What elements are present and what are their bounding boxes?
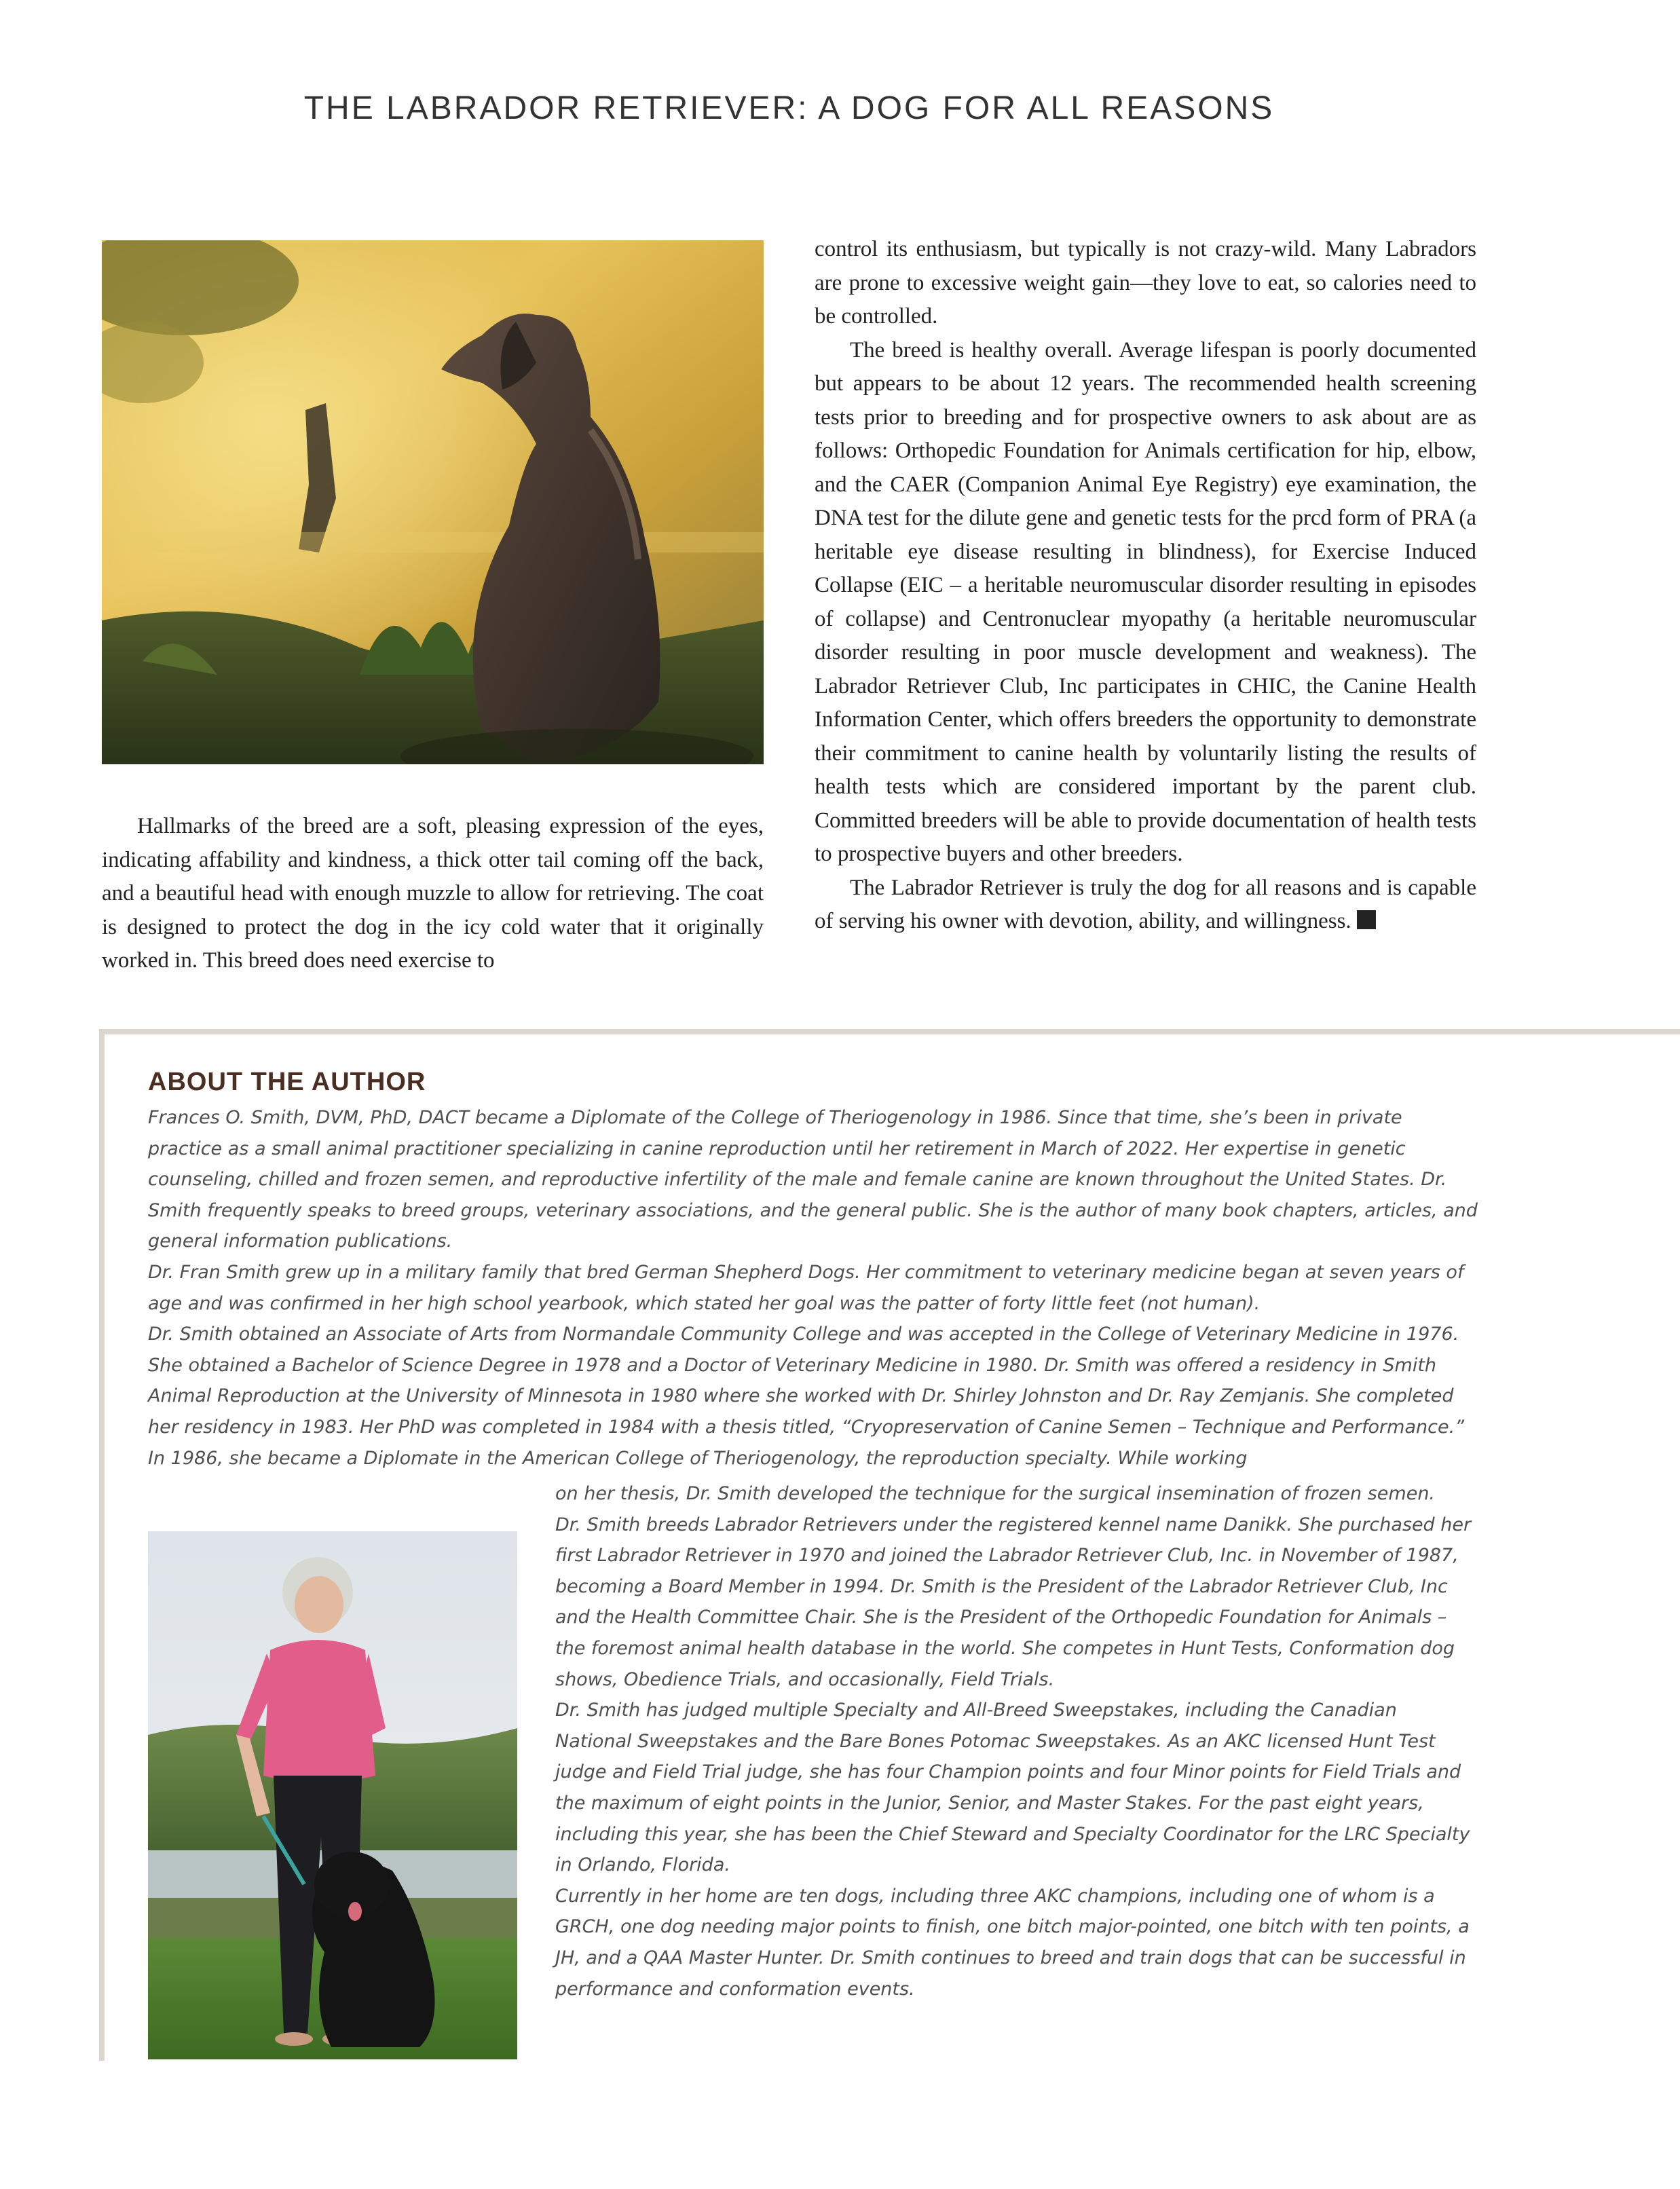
article-paragraph (815, 872, 1476, 939)
article-closing-text: The Labrador Retriever is truly the dog for all reasons and is capable of serving his owner with devotion, ability, and willingness. (815, 875, 1476, 933)
photo-labrador-by-water (102, 240, 764, 764)
article-paragraph: The breed is healthy overall. Average lifespan is poorly documented but appears to be about 12 years. The recommended health screening tests prior to breeding and for prospective owners to ask about are as follows: Orthopedic Foundation for Animals certification for hip, elbow, and the CAER (Companion Animal Eye Registry) eye examination, the DNA test for the dilute gene and genetic tests for the prcd form of PRA (a heritable eye disease resulting in blindness), for Exercise Induced Collapse (EIC – a heritable neuromuscular disorder resulting in episodes of collapse) and Centronuclear myopathy (a heritable neuromuscular disorder resulting in poor muscle development and weakness). The Labrador Retriever Club, Inc participates in CHIC, the Canine Health Information Center, which offers breeders the opportunity to demonstrate their commitment to canine health by voluntarily listing the results of health tests which are considered important by the parent club. Committed breeders will be able to provide documentation of health tests to prospective buyers and other breeders. (815, 337, 1476, 866)
author-paragraph: Dr. Smith obtained an Associate of Arts from Normandale Community College and was accepted in the College of Veterinary Medicine in 1976. She obtained a Bachelor of Science Degree in 1978 and a Doctor of Veterinary Medicine in 1980. Dr. Smith was offered a residency in Smith Animal Reproduction at the University of Minnesota in 1980 where she worked with Dr. Shirley Johnston and Dr. Ray Zemjanis. She completed her residency in 1983. Her PhD was completed in 1984 with a thesis titled, “Cryopreservation of Canine Semen – Technique and Performance.” In 1986, she became a Diplomate in the American College of Theriogenology, the reproduction specialty. While working (148, 1324, 1465, 1469)
author-paragraph: Currently in her home are ten dogs, including three AKC champions, including one of whom is a GRCH, one dog needing major points to finish, one bitch major-pointed, one bitch with ten points, a JH, and a QAA Master Hunter. Dr. Smith continues to breed and train dogs that can be successful in performance and conformation events. (555, 1885, 1470, 2000)
end-of-article-mark (1357, 910, 1376, 929)
running-header: THE LABRADOR RETRIEVER: A DOG FOR ALL REASONS (303, 90, 1275, 126)
author-paragraph: Frances O. Smith, DVM, PhD, DACT became a Diplomate of the College of Theriogenology in 1986. Since that time, she’s been in private practice as a small animal practitioner specializing in canine reproduction until her retirement in March of 2022. Her expertise in genetic counseling, chilled and frozen semen, and reproductive infertility of the male and female canine are known throughout the United States. Dr. Smith frequently speaks to breed groups, veterinary associations, and the general public. She is the author of many book chapters, articles, and general information publications. (148, 1107, 1478, 1252)
about-author-text-top (148, 1102, 1478, 1474)
article-right-column (815, 233, 1476, 939)
photo-author-with-black-lab (148, 1531, 517, 2059)
article-paragraph: Hallmarks of the breed are a soft, pleasing expression of the eyes, indicating affability and kindness, a thick otter tail coming off the back, and a beautiful head with enough muzzle to allow for retrieving. The coat is designed to protect the dog in the icy cold water that it originally worked in. This breed does need exercise to (102, 814, 764, 973)
about-author-text-right (555, 1478, 1478, 2004)
author-paragraph: Dr. Smith breeds Labrador Retrievers under the registered kennel name Danikk. She purchased her first Labrador Retriever in 1970 and joined the Labrador Retriever Club, Inc. in November of 1987, becoming a Board Member in 1994. Dr. Smith is the President of the Labrador Retriever Club, Inc and the Health Committee Chair. She is the President of the Orthopedic Foundation for Animals – the foremost animal health database in the world. She competes in Hunt Tests, Conformation dog shows, Obedience Trials, and occasionally, Field Trials. (555, 1514, 1472, 1690)
about-author-heading: ABOUT THE AUTHOR (148, 1068, 426, 1096)
article-left-column (102, 810, 764, 978)
article-paragraph: control its enthusiasm, but typically is not crazy-wild. Many Labradors are prone to excessive weight gain—they love to eat, so calories need to be controlled. (815, 237, 1476, 329)
author-paragraph: on her thesis, Dr. Smith developed the technique for the surgical insemination of frozen semen. (555, 1483, 1436, 1504)
author-paragraph: Dr. Smith has judged multiple Specialty and All-Breed Sweepstakes, including the Canadian National Sweepstakes and the Bare Bones Potomac Sweepstakes. As an AKC licensed Hunt Test judge and Field Trial judge, she has four Champion points and four Minor points for Field Trials and the maximum of eight points in the Junior, Senior, and Master Stakes. For the past eight years, including this year, she has been the Chief Steward and Specialty Coordinator for the LRC Specialty in Orlando, Florida. (555, 1700, 1470, 1876)
author-paragraph: Dr. Fran Smith grew up in a military family that bred German Shepherd Dogs. Her commitment to veterinary medicine began at seven years of age and was confirmed in her high school yearbook, which stated her goal was the patter of forty little feet (not human). (148, 1261, 1464, 1314)
